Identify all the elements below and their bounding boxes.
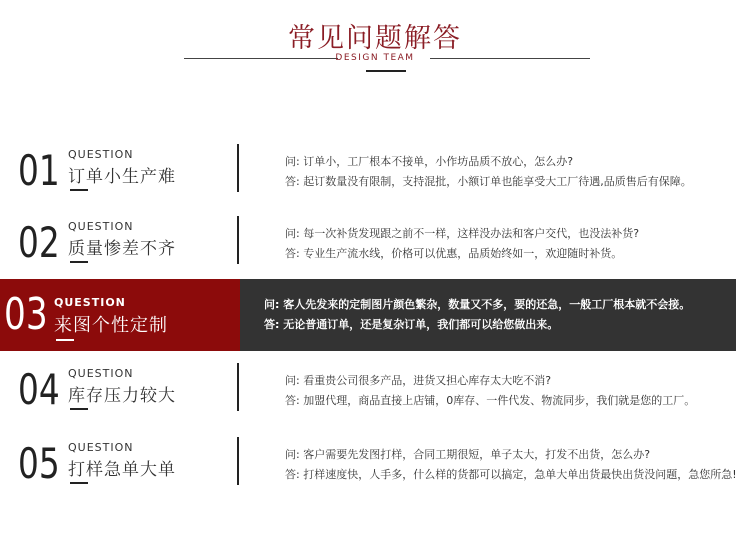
faq-item-2 bbox=[0, 216, 750, 286]
vertical-divider bbox=[237, 216, 239, 264]
faq-item-1 bbox=[0, 144, 750, 214]
vertical-divider bbox=[237, 144, 239, 192]
faq-question: 问: 客人先发来的定制图片颜色繁杂，数量又不多，要的还急，一般工厂根本就不会接。 bbox=[264, 298, 691, 311]
page-header bbox=[0, 0, 750, 80]
faq-number: 01 bbox=[18, 146, 60, 195]
faq-answer: 答: 无论普通订单，还是复杂订单，我们都可以给您做出来。 bbox=[264, 318, 559, 331]
faq-number: 04 bbox=[18, 365, 60, 414]
question-label: QUESTION bbox=[54, 296, 126, 309]
page-title: 常见问题解答 bbox=[288, 23, 462, 54]
faq-answer: 答: 打样速度快，人手多，什么样的货都可以搞定，急单大单出货最快出货没问题，急您所急! bbox=[285, 468, 737, 481]
vertical-divider bbox=[237, 437, 239, 485]
faq-answer: 答: 起订数量没有限制，支持混批，小额订单也能享受大工厂待遇,品质售后有保障。 bbox=[285, 175, 692, 188]
faq-question: 问: 客户需要先发图打样，合同工期很短，单子太大，打发不出货，怎么办? bbox=[285, 448, 651, 461]
question-label: QUESTION bbox=[68, 220, 134, 233]
faq-answer: 答: 专业生产流水线，价格可以优惠，品质始终如一，欢迎随时补货。 bbox=[285, 247, 623, 260]
faq-qa bbox=[285, 152, 692, 192]
page-subtitle: DESIGN TEAM bbox=[335, 53, 415, 63]
faq-title: 订单小生产难 bbox=[68, 167, 176, 187]
faq-item-5 bbox=[0, 437, 750, 507]
faq-title: 来图个性定制 bbox=[54, 315, 168, 336]
question-label: QUESTION bbox=[68, 367, 134, 380]
faq-item-4 bbox=[0, 363, 750, 433]
faq-question: 问: 每一次补货发现跟之前不一样，这样没办法和客户交代，也没法补货? bbox=[285, 227, 640, 240]
faq-qa bbox=[264, 295, 690, 335]
title-underline bbox=[70, 482, 88, 484]
title-underline bbox=[56, 339, 74, 341]
faq-number: 05 bbox=[18, 439, 60, 488]
faq-qa bbox=[285, 371, 695, 411]
faq-qa bbox=[285, 445, 737, 485]
faq-number: 02 bbox=[18, 218, 60, 267]
faq-answer: 答: 加盟代理，商品直接上店铺，0库存、一件代发、物流同步，我们就是您的工厂。 bbox=[285, 394, 696, 407]
title-underline bbox=[70, 408, 88, 410]
faq-question: 问: 看重贵公司很多产品，进货又担心库存太大吃不消? bbox=[285, 374, 552, 387]
question-label: QUESTION bbox=[68, 441, 134, 454]
vertical-divider bbox=[237, 363, 239, 411]
faq-title: 打样急单大单 bbox=[68, 460, 176, 480]
faq-qa bbox=[285, 224, 639, 264]
title-underline bbox=[70, 189, 88, 191]
faq-title: 质量惨差不齐 bbox=[68, 239, 176, 259]
subtitle-underline bbox=[366, 70, 406, 72]
title-underline bbox=[70, 261, 88, 263]
faq-item-3-highlighted bbox=[0, 279, 750, 351]
faq-question: 问: 订单小，工厂根本不接单，小作坊品质不放心，怎么办? bbox=[285, 155, 574, 168]
faq-title: 库存压力较大 bbox=[68, 386, 176, 406]
question-label: QUESTION bbox=[68, 148, 134, 161]
faq-number: 03 bbox=[4, 289, 48, 340]
